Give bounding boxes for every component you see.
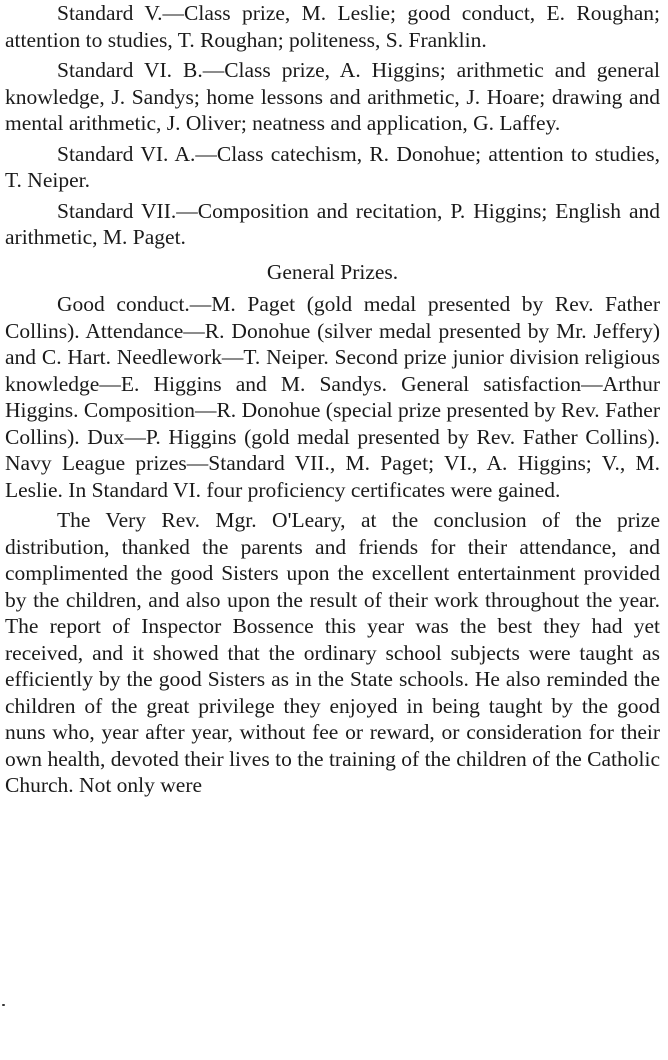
print-speck [2, 1004, 5, 1006]
paragraph-standard-v: Standard V.—Class prize, M. Leslie; good conduct, E. Roughan; attention to studies, T. Roughan; politeness, S. Franklin. [5, 1, 660, 52]
paragraph-standard-vi-b: Standard VI. B.—Class prize, A. Higgins; arithmetic and general knowledge, J. Sandys; home lessons and arithmetic, J. Hoare; drawing and mental arithmetic, J. Oliver; neatness and application, G. Laffey. [5, 58, 660, 135]
article-column [5, 0, 660, 799]
paragraph-standard-vi-a: Standard VI. A.—Class catechism, R. Donohue; attention to studies, T. Neiper. [5, 141, 660, 192]
paragraph-mgr-oleary-remarks: The Very Rev. Mgr. O'Leary, at the conclusion of the prize distribution, thanked the parents and friends for their attendance, and complimented the good Sisters upon the excellent entertainment provided by the children, and also upon the result of their work throughout the year. The report of Inspector Bossence this year was the best they had yet received, and it showed that the ordinary school subjects were taught as efficiently by the good Sisters as in the State schools. He also reminded the children of the great privilege they enjoyed in being taught by the good nuns who, year after year, without fee or reward, or consideration for their own health, devoted their lives to the training of the children of the Catholic Church. Not only were [5, 508, 660, 797]
section-heading-general-prizes: General Prizes. [266, 259, 399, 284]
paragraph-standard-vii: Standard VII.—Composition and recitation, P. Higgins; English and arithmetic, M. Paget. [5, 198, 660, 249]
paragraph-general-prizes: Good conduct.—M. Paget (gold medal presented by Rev. Father Collins). Attendance—R. Donohue (silver medal presented by Mr. Jeffery) and C. Hart. Needlework—T. Neiper. Second prize junior division religious knowledge—E. Higgins and M. Sandys. General satisfaction—Arthur Higgins. Composition—R. Donohue (special prize presented by Rev. Father Collins). Dux—P. Higgins (gold medal presented by Rev. Father Collins). Navy League prizes—Standard VII., M. Paget; VI., A. Higgins; V., M. Leslie. In Standard VI. four proficiency certificates were gained. [5, 292, 660, 502]
